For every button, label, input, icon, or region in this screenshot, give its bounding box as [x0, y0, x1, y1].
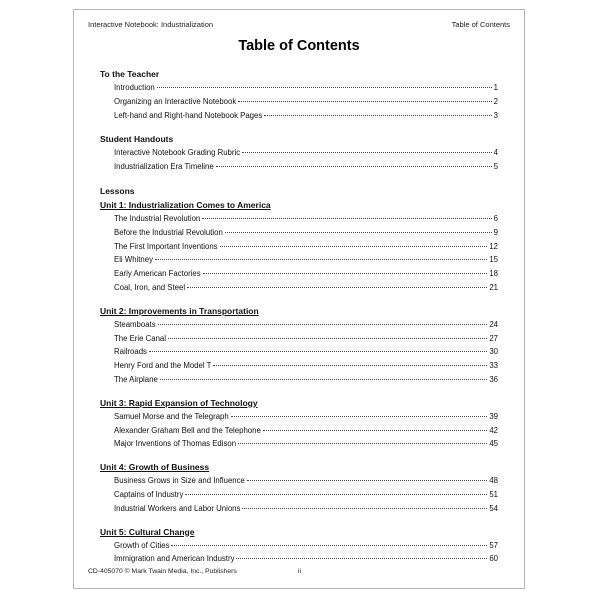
dot-leader	[242, 508, 487, 509]
lessons-heading: Lessons	[100, 185, 135, 196]
dot-leader	[160, 379, 488, 380]
dot-leader	[187, 287, 487, 288]
header-section-title: Table of Contents	[451, 20, 510, 29]
toc-entry[interactable]	[100, 240, 498, 254]
toc-unit-1	[100, 198, 498, 295]
toc-unit-2	[100, 304, 498, 387]
entry-label: Henry Ford and the Model T	[114, 361, 212, 371]
dot-leader	[247, 480, 487, 481]
entry-page: 12	[489, 241, 498, 251]
toc-entry[interactable]	[100, 81, 498, 95]
toc-entry[interactable]	[100, 226, 498, 240]
entry-label: Early American Factories	[114, 269, 201, 279]
unit-heading: Unit 2: Improvements in Transportation	[100, 305, 259, 316]
dot-leader	[216, 166, 492, 167]
dot-leader	[225, 232, 492, 233]
entry-label: Major Inventions of Thomas Edison	[114, 439, 237, 449]
entry-label: Before the Industrial Revolution	[114, 227, 223, 237]
dot-leader	[155, 259, 487, 260]
entry-page: 39	[489, 411, 498, 421]
entry-page: 45	[489, 439, 498, 449]
toc-unit-5	[100, 525, 498, 567]
entry-page: 36	[489, 374, 498, 384]
dot-leader	[238, 443, 487, 444]
entry-page: 6	[493, 213, 498, 223]
toc-entry[interactable]	[100, 502, 498, 516]
entry-page: 9	[493, 227, 498, 237]
toc-entry[interactable]	[100, 424, 498, 438]
entry-label: Samuel Morse and the Telegraph	[114, 411, 229, 421]
toc-entry[interactable]	[100, 359, 498, 373]
entry-label: Left-hand and Right-hand Notebook Pages	[114, 110, 263, 120]
entry-page: 15	[489, 255, 498, 265]
dot-leader	[264, 115, 491, 116]
toc-entry[interactable]	[100, 539, 498, 553]
toc-entry[interactable]	[100, 267, 498, 281]
toc-entry[interactable]	[100, 281, 498, 295]
toc-entry[interactable]	[100, 332, 498, 346]
entry-label: Railroads	[114, 347, 147, 357]
entry-label: Coal, Iron, and Steel	[114, 282, 186, 292]
toc-entry[interactable]	[100, 345, 498, 359]
section-heading: Student Handouts	[100, 134, 174, 145]
entry-label: The Airplane	[114, 374, 158, 384]
entry-page: 5	[493, 162, 498, 172]
dot-leader	[220, 246, 488, 247]
toc-entry[interactable]	[100, 552, 498, 566]
entry-label: Immigration and American Industry	[114, 554, 235, 564]
dot-leader	[158, 324, 488, 325]
entry-page: 21	[489, 282, 498, 292]
entry-page: 42	[489, 425, 498, 435]
toc-unit-3	[100, 396, 498, 451]
dot-leader	[185, 494, 487, 495]
footer-publisher: CD-405070 © Mark Twain Media, Inc., Publishers	[88, 568, 237, 575]
dot-leader	[202, 218, 491, 219]
toc-entry[interactable]	[100, 109, 498, 123]
entry-label: Industrial Workers and Labor Unions	[114, 503, 241, 513]
dot-leader	[236, 558, 487, 559]
header-book-title: Interactive Notebook: Industrialization	[88, 20, 214, 29]
entry-label: Business Grows in Size and Influence	[114, 476, 245, 486]
toc-entry[interactable]	[100, 253, 498, 267]
entry-label: Steamboats	[114, 319, 156, 329]
toc-entry[interactable]	[100, 160, 498, 174]
entry-label: Alexander Graham Bell and the Telephone	[114, 425, 261, 435]
dot-leader	[213, 365, 487, 366]
document-page	[73, 9, 525, 589]
entry-label: The Industrial Revolution	[114, 213, 201, 223]
toc-entry[interactable]	[100, 318, 498, 332]
entry-page: 30	[489, 347, 498, 357]
toc-section-handouts	[100, 132, 498, 174]
entry-page: 18	[489, 269, 498, 279]
entry-page: 2	[493, 96, 498, 106]
entry-label: Industrialization Era Timeline	[114, 162, 214, 172]
dot-leader	[157, 87, 492, 88]
entry-label: The First Important Inventions	[114, 241, 218, 251]
footer-page-number: ii	[298, 568, 302, 575]
toc-entry[interactable]	[100, 212, 498, 226]
entry-label: Growth of Cities	[114, 540, 170, 550]
toc-entry[interactable]	[100, 146, 498, 160]
toc-entry[interactable]	[100, 488, 498, 502]
toc-section-teacher	[100, 67, 498, 122]
entry-page: 1	[493, 83, 498, 92]
toc-unit-4	[100, 460, 498, 515]
entry-label: The Erie Canal	[114, 333, 167, 343]
toc-entry[interactable]	[100, 373, 498, 387]
dot-leader	[231, 416, 488, 417]
entry-page: 24	[489, 319, 498, 329]
unit-heading: Unit 1: Industrialization Comes to America	[100, 199, 271, 210]
section-heading: To the Teacher	[100, 69, 160, 79]
entry-page: 27	[489, 333, 498, 343]
entry-label: Eli Whitney	[114, 255, 153, 265]
dot-leader	[238, 101, 491, 102]
dot-leader	[203, 273, 488, 274]
toc-entry[interactable]	[100, 474, 498, 488]
running-header	[88, 20, 510, 29]
toc-entry[interactable]	[100, 410, 498, 424]
unit-heading: Unit 4: Growth of Business	[100, 462, 210, 473]
dot-leader	[263, 430, 488, 431]
unit-heading: Unit 5: Cultural Change	[100, 526, 195, 537]
entry-page: 48	[489, 476, 498, 486]
page-title: Table of Contents	[238, 38, 360, 54]
entry-label: Organizing an Interactive Notebook	[114, 96, 237, 106]
entry-label: Introduction	[114, 83, 155, 92]
entry-label: Captains of Industry	[114, 489, 184, 499]
entry-page: 33	[489, 361, 498, 371]
entry-page: 3	[493, 110, 498, 120]
dot-leader	[149, 351, 487, 352]
entry-page: 57	[489, 540, 498, 550]
entry-label: Interactive Notebook Grading Rubric	[114, 148, 241, 158]
table-of-contents	[100, 67, 498, 566]
dot-leader	[168, 338, 487, 339]
toc-entry[interactable]	[100, 95, 498, 109]
entry-page: 4	[493, 148, 498, 158]
entry-page: 60	[489, 554, 498, 564]
entry-page: 51	[489, 489, 498, 499]
dot-leader	[171, 545, 487, 546]
toc-entry[interactable]	[100, 437, 498, 451]
entry-page: 54	[489, 503, 498, 513]
dot-leader	[242, 152, 492, 153]
unit-heading: Unit 3: Rapid Expansion of Technology	[100, 397, 258, 408]
